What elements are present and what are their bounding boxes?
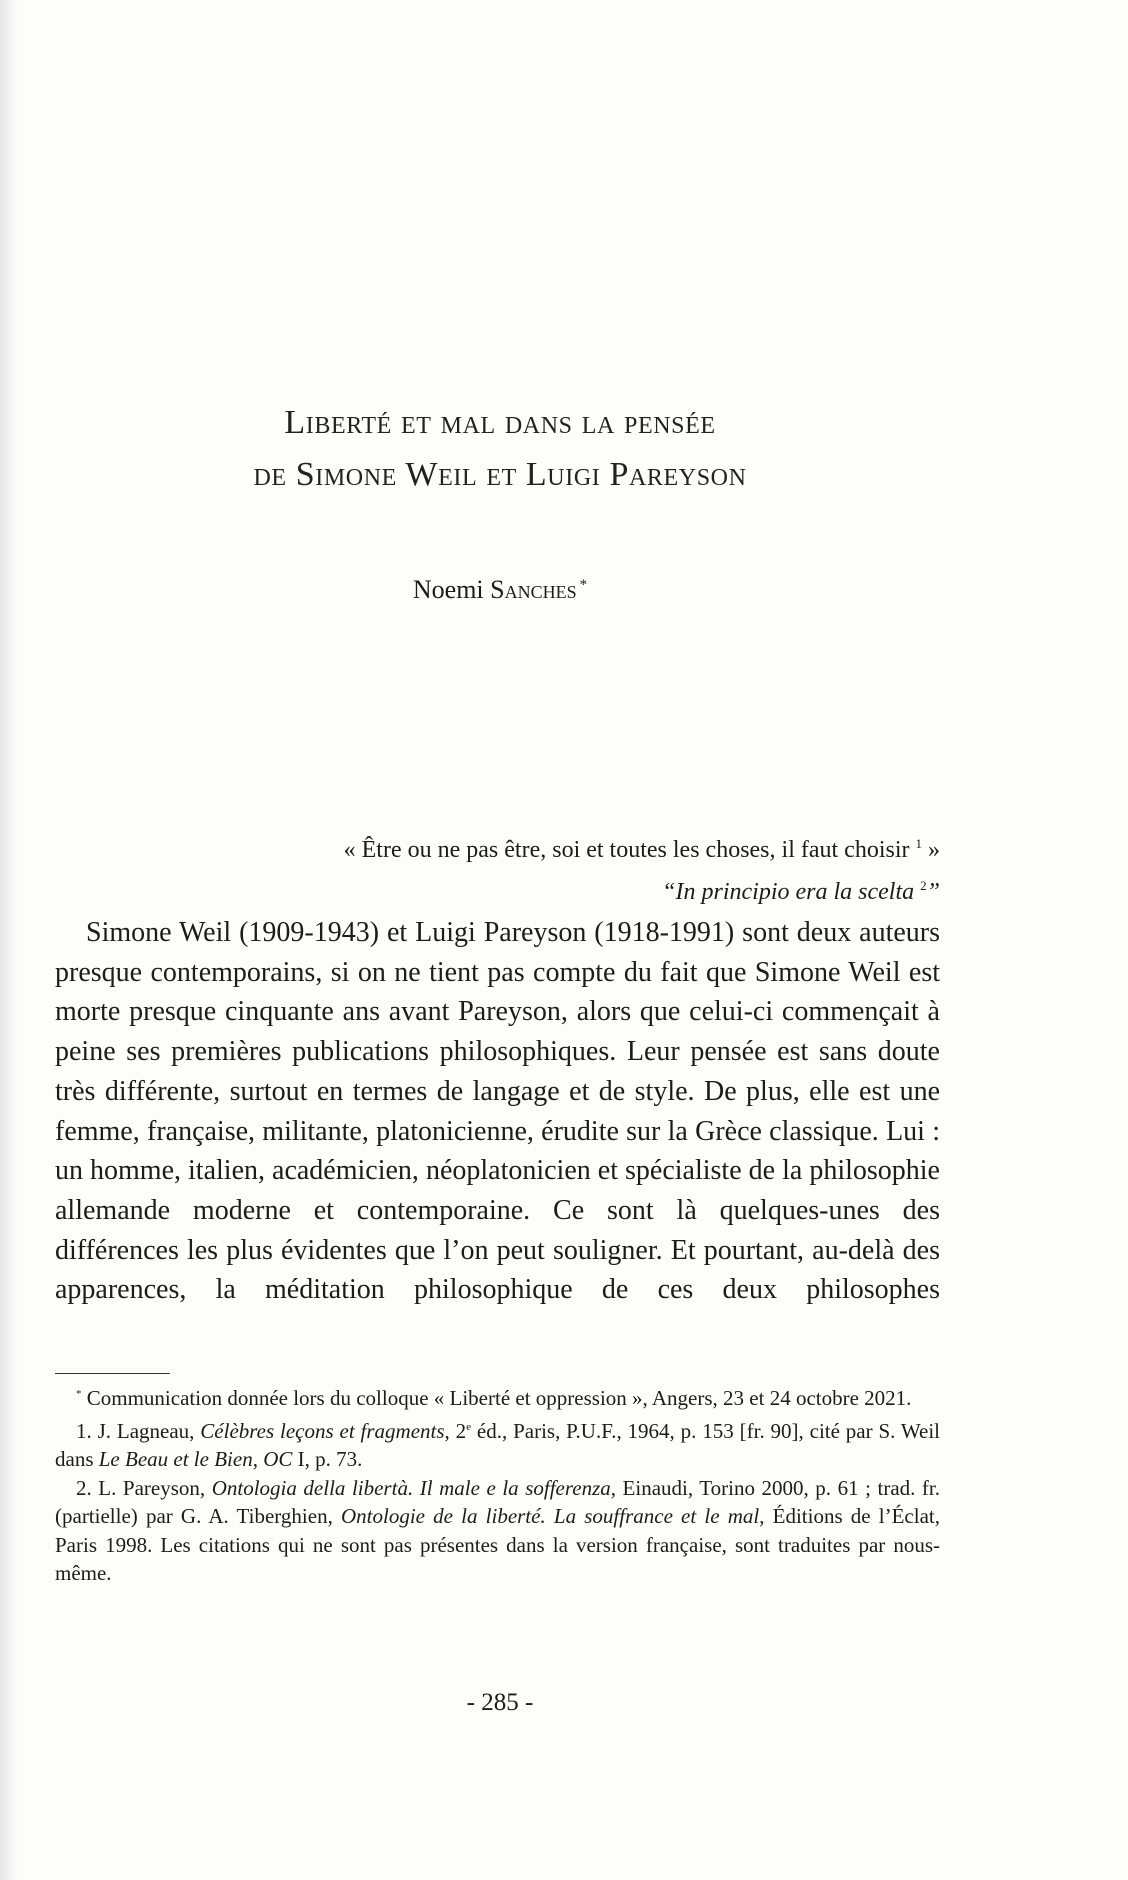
footnote-1-details: éd., Paris, P.U.F., 1964, p. 153 [fr. 90], cité par S. Weil dans (55, 1418, 941, 1471)
footnote-1-cited-work: Le Beau et le Bien (98, 1447, 253, 1471)
footnote-1-edition-sup: e (466, 1420, 472, 1433)
author-byline (0, 568, 1000, 607)
footnote-1-comma: , (252, 1447, 258, 1471)
footnote-1-oc: OC (263, 1447, 293, 1471)
footnote-2-work-title: Ontologia della libertà. Il male e la sofferenza (211, 1475, 611, 1500)
epigraph-block (344, 826, 940, 910)
footnote-1-work-title: Célèbres leçons et fragments (200, 1418, 445, 1443)
footnote-2-translation-title: Ontologie de la liberté. La souffrance et le mal (341, 1504, 760, 1528)
footnote-2-number: 2. (76, 1475, 92, 1500)
author-first-name: Noemi (412, 575, 484, 604)
epigraph-2-note-mark: 2 (920, 878, 927, 893)
footnote-star-mark: * (76, 1388, 82, 1400)
title-line-2: de Simone Weil et Luigi Pareyson (253, 456, 747, 493)
epigraph-2-closing: ” (926, 879, 940, 905)
title-line-1: Liberté et mal dans la pensée (284, 404, 716, 441)
footnotes (55, 1380, 940, 1588)
footnote-1-number: 1. (76, 1418, 92, 1443)
footnote-star (55, 1380, 940, 1413)
footnote-2-publisher: , Einaudi, Torino 2000, p. 61 ; trad. fr. (partielle) par G. A. Tiberghien, (55, 1475, 941, 1528)
body-paragraph-1: Simone Weil (1909-1943) et Luigi Pareyson (1918-1991) sont deux auteurs presque contemporains, si on ne tient pas compte du fait que Simone Weil est morte presque cinquante ans avant Pareyson, alors que celui-ci commençait à peine ses premières publications philosophiques. Leur pensée est sans doute très différente, surtout en termes de langage et de style. De plus, elle est une femme, française, militante, platonicienne, érudite sur la Grèce classique. Lui : un homme, italien, académicien, néoplatonicien et spécialiste de la philosophie allemande moderne et contemporaine. Ce sont là quelques-unes des différences les plus évidentes que l’on peut souligner. Et pourtant, au-delà des apparences, la méditation philosophique de ces deux philosophes (55, 917, 940, 1306)
footnote-star-text: Communication donnée lors du colloque « Liberté et oppression », Angers, 23 et 24 octobre 2021. (86, 1386, 912, 1410)
footnote-1-page-ref: I, p. 73. (297, 1447, 363, 1471)
footnote-1-author: J. Lagneau, (97, 1418, 195, 1443)
page-number: - 285 - (466, 1689, 534, 1716)
footnote-separator (55, 1373, 170, 1374)
epigraph-1 (344, 826, 940, 868)
author-surname: Sanches (490, 575, 577, 604)
footnote-1 (55, 1413, 940, 1474)
footnote-2-author: L. Pareyson, (98, 1475, 206, 1500)
article-title (0, 397, 1000, 501)
epigraph-2-text: “In principio era la scelta (662, 879, 915, 905)
footnote-2-details: , Éditions de l’Éclat, Paris 1998. Les citations qui ne sont pas présentes dans la version française, sont traduites par nous-même. (55, 1504, 940, 1585)
scan-edge-shadow (0, 0, 18, 1880)
epigraph-1-note-mark: 1 (915, 836, 922, 851)
epigraph-1-text: « Être ou ne pas être, soi et toutes les choses, il faut choisir (343, 837, 910, 863)
epigraph-2 (344, 868, 940, 910)
footnote-2 (55, 1474, 940, 1588)
author-note-mark: * (579, 577, 588, 593)
footnote-1-edition: , 2 (444, 1418, 467, 1443)
epigraph-1-closing: » (928, 837, 940, 863)
